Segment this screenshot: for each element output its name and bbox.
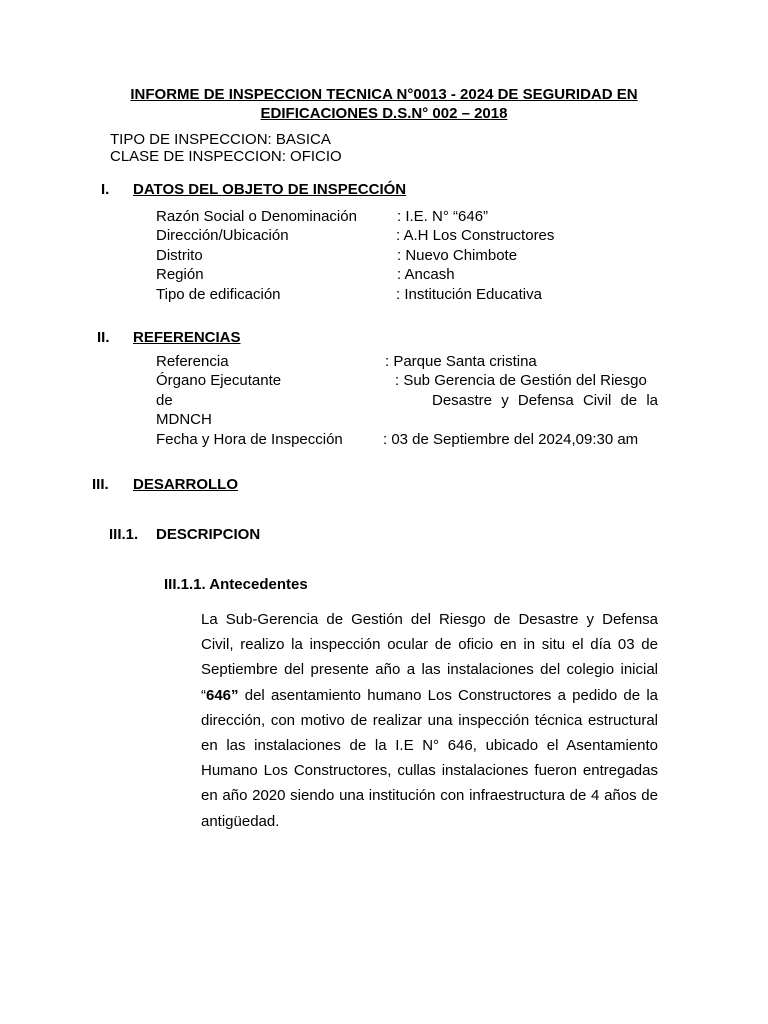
paragraph-bold-text: 646” <box>206 686 239 704</box>
subsubsection-title: III.1.1. Antecedentes <box>164 576 308 593</box>
inspection-meta <box>110 131 342 165</box>
field-label: Región <box>156 266 204 284</box>
field-value: : 03 de Septiembre del 2024,09:30 am <box>383 430 639 448</box>
tipo-inspeccion: TIPO DE INSPECCION: BASICA <box>110 131 331 148</box>
document-title <box>110 85 658 123</box>
section-3-number: III. <box>92 476 109 493</box>
subsection-heading <box>109 526 261 543</box>
antecedentes-paragraph <box>201 607 658 834</box>
field-label: MDNCH <box>156 411 212 429</box>
field-label: Distrito <box>156 246 203 264</box>
field-value: : Parque Santa cristina <box>385 353 537 370</box>
title-line-1: INFORME DE INSPECCION TECNICA N°0013 - 2024 DE SEGURIDAD EN <box>130 86 638 103</box>
field-value: Desastre y Defensa Civil de la <box>432 391 658 409</box>
subsection-number: III.1. <box>109 526 139 543</box>
subsection-title: DESCRIPCION <box>156 526 261 543</box>
paragraph-text-1: La Sub-Gerencia de Gestión del Riesgo de Desastre y Defensa Civil, realizo la inspección ocular de oficio en in situ el día 03 de Septiembre del presente año a las instalaciones del colegio inicial “ <box>201 611 658 704</box>
section-1-number: I. <box>101 181 110 198</box>
section-3-title: DESARROLLO <box>133 476 238 493</box>
field-value: : Ancash <box>397 266 455 284</box>
section-1-title: DATOS DEL OBJETO DE INSPECCIÓN <box>133 181 407 198</box>
field-value: : I.E. N° “646” <box>397 208 489 225</box>
field-value: : Institución Educativa <box>396 285 542 303</box>
section-2-title: REFERENCIAS <box>133 329 241 346</box>
field-label: Dirección/Ubicación <box>156 227 289 245</box>
section-2-number: II. <box>97 329 110 346</box>
field-label: Razón Social o Denominación <box>156 208 357 225</box>
paragraph-text-2: del asentamiento humano Los Constructores a pedido de la dirección, con motivo de realizar una inspección técnica estructural en las instalaciones de la I.E N° 646, ubicado el Asentamiento Humano Los Constructores, cullas instalaciones fueron entregadas en año 2020 siendo una institución con infraestructura de 4 años de antigüedad. <box>201 686 658 830</box>
field-label: Referencia <box>156 353 229 370</box>
field-label: Tipo de edificación <box>156 285 281 303</box>
field-value: : A.H Los Constructores <box>396 227 555 245</box>
field-label: Fecha y Hora de Inspección <box>156 430 343 448</box>
field-label: Órgano Ejecutante <box>156 372 282 390</box>
field-label: de <box>156 391 173 409</box>
title-line-2: EDIFICACIONES D.S.N° 002 – 2018 <box>260 105 508 122</box>
field-value: : Nuevo Chimbote <box>397 246 518 264</box>
clase-inspeccion: CLASE DE INSPECCION: OFICIO <box>110 148 342 165</box>
field-value: : Sub Gerencia de Gestión del Riesgo <box>395 372 647 390</box>
